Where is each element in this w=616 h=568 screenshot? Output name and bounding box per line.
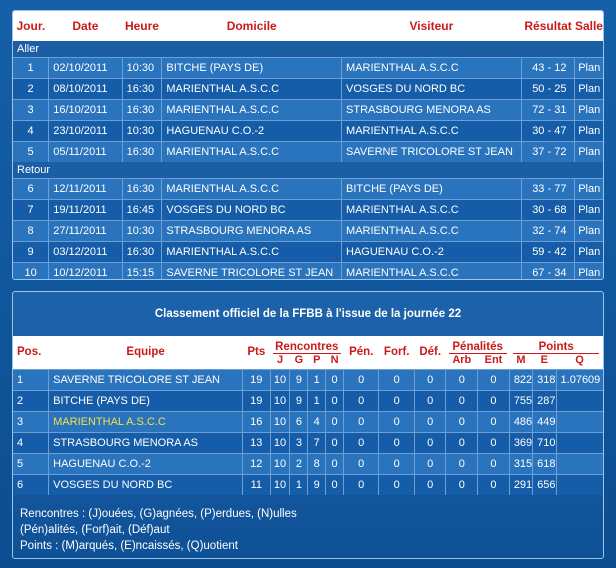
- cell-pos: 4: [13, 432, 49, 453]
- header-def: Déf.: [414, 336, 446, 369]
- cell-heure: 16:45: [122, 199, 162, 220]
- cell-j: 10: [270, 411, 290, 432]
- header-pts: Pts: [243, 336, 271, 369]
- cell-jour: 3: [13, 99, 49, 120]
- cell-salle[interactable]: Plan: [575, 220, 603, 241]
- cell-p: 8: [308, 453, 326, 474]
- header-pos: Pos.: [13, 336, 49, 369]
- cell-salle[interactable]: Plan: [575, 141, 603, 162]
- cell-jour: 9: [13, 241, 49, 262]
- cell-resultat: 50 - 25: [521, 78, 575, 99]
- table-row: [13, 432, 603, 453]
- table-row: [13, 99, 603, 120]
- cell-e: 710: [533, 432, 556, 453]
- cell-forf: 0: [379, 453, 415, 474]
- cell-m: 291: [509, 474, 532, 495]
- table-row: [13, 474, 603, 495]
- legend-line: (Pén)alités, (Forf)ait, (Déf)aut: [20, 524, 170, 536]
- cell-resultat: 30 - 68: [521, 199, 575, 220]
- cell-q: [556, 432, 603, 453]
- cell-salle[interactable]: Plan: [575, 199, 603, 220]
- cell-n: 0: [326, 411, 344, 432]
- cell-heure: 15:15: [122, 262, 162, 280]
- cell-pen: 0: [344, 453, 379, 474]
- cell-equipe: BITCHE (PAYS DE): [49, 390, 243, 411]
- cell-salle[interactable]: Plan: [575, 178, 603, 199]
- cell-visiteur: SAVERNE TRICOLORE ST JEAN: [342, 141, 522, 162]
- header-equipe: Equipe: [49, 336, 243, 369]
- cell-pos: 6: [13, 474, 49, 495]
- cell-q: [556, 474, 603, 495]
- cell-date: 16/10/2011: [49, 99, 122, 120]
- cell-pen: 0: [344, 432, 379, 453]
- header-jour: Jour.: [13, 11, 49, 41]
- table-row: [13, 453, 603, 474]
- cell-visiteur: MARIENTHAL A.S.C.C: [342, 120, 522, 141]
- cell-domicile: SAVERNE TRICOLORE ST JEAN: [162, 262, 342, 280]
- cell-date: 23/10/2011: [49, 120, 122, 141]
- cell-pen: 0: [344, 369, 379, 390]
- cell-pen: 0: [344, 474, 379, 495]
- header-rencontres: Rencontres: [270, 336, 343, 354]
- cell-equipe: HAGUENAU C.O.-2: [49, 453, 243, 474]
- cell-ent: 0: [478, 411, 510, 432]
- header-heure: Heure: [122, 11, 162, 41]
- cell-jour: 2: [13, 78, 49, 99]
- cell-g: 2: [290, 453, 308, 474]
- table-row: [13, 220, 603, 241]
- cell-def: 0: [414, 390, 446, 411]
- cell-heure: 16:30: [122, 178, 162, 199]
- schedule-panel: [12, 10, 604, 280]
- cell-p: 7: [308, 432, 326, 453]
- cell-q: 1.07609: [556, 369, 603, 390]
- cell-m: 315: [509, 453, 532, 474]
- cell-def: 0: [414, 453, 446, 474]
- cell-date: 03/12/2011: [49, 241, 122, 262]
- cell-j: 10: [270, 474, 290, 495]
- table-row: [13, 78, 603, 99]
- cell-arb: 0: [446, 432, 478, 453]
- cell-j: 10: [270, 369, 290, 390]
- cell-jour: 10: [13, 262, 49, 280]
- cell-q: [556, 411, 603, 432]
- cell-def: 0: [414, 432, 446, 453]
- cell-ent: 0: [478, 369, 510, 390]
- cell-resultat: 37 - 72: [521, 141, 575, 162]
- cell-resultat: 67 - 34: [521, 262, 575, 280]
- cell-def: 0: [414, 369, 446, 390]
- cell-date: 27/11/2011: [49, 220, 122, 241]
- cell-jour: 4: [13, 120, 49, 141]
- cell-domicile: VOSGES DU NORD BC: [162, 199, 342, 220]
- legend-line: Points : (M)arqués, (E)ncaissés, (Q)uotient: [20, 540, 238, 552]
- cell-date: 02/10/2011: [49, 57, 122, 78]
- cell-ent: 0: [478, 390, 510, 411]
- header-forf: Forf.: [379, 336, 415, 369]
- cell-pos: 3: [13, 411, 49, 432]
- ranking-legend: [20, 506, 297, 554]
- header-pen: Pén.: [344, 336, 379, 369]
- cell-jour: 7: [13, 199, 49, 220]
- cell-visiteur: HAGUENAU C.O.-2: [342, 241, 522, 262]
- cell-forf: 0: [379, 369, 415, 390]
- cell-equipe: MARIENTHAL A.S.C.C: [49, 411, 243, 432]
- cell-arb: 0: [446, 474, 478, 495]
- cell-equipe: VOSGES DU NORD BC: [49, 474, 243, 495]
- cell-resultat: 32 - 74: [521, 220, 575, 241]
- cell-forf: 0: [379, 474, 415, 495]
- cell-n: 0: [326, 369, 344, 390]
- header-domicile: Domicile: [162, 11, 342, 41]
- cell-e: 449: [533, 411, 556, 432]
- legend-line: Rencontres : (J)ouées, (G)agnées, (P)erdues, (N)ulles: [20, 508, 297, 520]
- cell-forf: 0: [379, 390, 415, 411]
- header-g: G: [290, 354, 308, 369]
- cell-date: 05/11/2011: [49, 141, 122, 162]
- cell-pen: 0: [344, 390, 379, 411]
- cell-salle[interactable]: Plan: [575, 57, 603, 78]
- cell-pts: 16: [243, 411, 271, 432]
- cell-def: 0: [414, 411, 446, 432]
- cell-equipe: SAVERNE TRICOLORE ST JEAN: [49, 369, 243, 390]
- cell-visiteur: STRASBOURG MENORA AS: [342, 99, 522, 120]
- cell-jour: 5: [13, 141, 49, 162]
- cell-m: 755: [509, 390, 532, 411]
- cell-heure: 16:30: [122, 241, 162, 262]
- cell-resultat: 43 - 12: [521, 57, 575, 78]
- header-visiteur: Visiteur: [342, 11, 522, 41]
- cell-ent: 0: [478, 474, 510, 495]
- section-header: [13, 162, 603, 178]
- cell-pos: 5: [13, 453, 49, 474]
- cell-g: 1: [290, 474, 308, 495]
- cell-arb: 0: [446, 411, 478, 432]
- cell-m: 369: [509, 432, 532, 453]
- cell-pos: 2: [13, 390, 49, 411]
- cell-visiteur: MARIENTHAL A.S.C.C: [342, 220, 522, 241]
- cell-salle[interactable]: Plan: [575, 262, 603, 280]
- cell-forf: 0: [379, 432, 415, 453]
- ranking-header-row: [13, 336, 603, 354]
- cell-j: 10: [270, 432, 290, 453]
- cell-arb: 0: [446, 453, 478, 474]
- cell-j: 10: [270, 390, 290, 411]
- cell-pts: 19: [243, 390, 271, 411]
- cell-n: 0: [326, 474, 344, 495]
- cell-visiteur: MARIENTHAL A.S.C.C: [342, 262, 522, 280]
- ranking-body: [13, 369, 603, 495]
- cell-equipe: STRASBOURG MENORA AS: [49, 432, 243, 453]
- ranking-table: [13, 336, 603, 495]
- cell-resultat: 59 - 42: [521, 241, 575, 262]
- section-header: [13, 41, 603, 57]
- table-row: [13, 57, 603, 78]
- cell-e: 287: [533, 390, 556, 411]
- cell-domicile: MARIENTHAL A.S.C.C: [162, 241, 342, 262]
- cell-domicile: STRASBOURG MENORA AS: [162, 220, 342, 241]
- cell-e: 618: [533, 453, 556, 474]
- cell-domicile: BITCHE (PAYS DE): [162, 57, 342, 78]
- table-row: [13, 141, 603, 162]
- cell-visiteur: BITCHE (PAYS DE): [342, 178, 522, 199]
- cell-p: 4: [308, 411, 326, 432]
- cell-m: 486: [509, 411, 532, 432]
- cell-n: 0: [326, 432, 344, 453]
- cell-date: 08/10/2011: [49, 78, 122, 99]
- cell-p: 1: [308, 390, 326, 411]
- cell-arb: 0: [446, 369, 478, 390]
- table-row: [13, 390, 603, 411]
- header-points: Points: [509, 336, 603, 354]
- cell-domicile: MARIENTHAL A.S.C.C: [162, 99, 342, 120]
- cell-def: 0: [414, 474, 446, 495]
- cell-visiteur: MARIENTHAL A.S.C.C: [342, 199, 522, 220]
- table-row: [13, 199, 603, 220]
- cell-jour: 8: [13, 220, 49, 241]
- cell-pts: 11: [243, 474, 271, 495]
- cell-heure: 10:30: [122, 220, 162, 241]
- cell-j: 10: [270, 453, 290, 474]
- cell-pen: 0: [344, 411, 379, 432]
- header-penalites: Pénalités: [446, 336, 509, 354]
- cell-g: 9: [290, 390, 308, 411]
- table-row: [13, 241, 603, 262]
- cell-heure: 16:30: [122, 78, 162, 99]
- cell-forf: 0: [379, 411, 415, 432]
- cell-domicile: MARIENTHAL A.S.C.C: [162, 178, 342, 199]
- section-label: Aller: [13, 41, 603, 57]
- cell-arb: 0: [446, 390, 478, 411]
- header-j: J: [270, 354, 290, 369]
- cell-pts: 19: [243, 369, 271, 390]
- cell-q: [556, 390, 603, 411]
- section-label: Retour: [13, 162, 603, 178]
- cell-e: 656: [533, 474, 556, 495]
- cell-salle[interactable]: Plan: [575, 241, 603, 262]
- ranking-title: Classement officiel de la FFBB à l'issue de la journée 22: [154, 308, 462, 320]
- cell-visiteur: MARIENTHAL A.S.C.C: [342, 57, 522, 78]
- header-date: Date: [49, 11, 122, 41]
- header-q: Q: [556, 354, 603, 369]
- schedule-table: [13, 11, 603, 280]
- cell-domicile: MARIENTHAL A.S.C.C: [162, 78, 342, 99]
- table-row: [13, 262, 603, 280]
- cell-g: 9: [290, 369, 308, 390]
- cell-jour: 6: [13, 178, 49, 199]
- cell-domicile: MARIENTHAL A.S.C.C: [162, 141, 342, 162]
- header-ent: Ent: [478, 354, 510, 369]
- table-row: [13, 178, 603, 199]
- cell-g: 3: [290, 432, 308, 453]
- cell-heure: 16:30: [122, 141, 162, 162]
- cell-salle[interactable]: Plan: [575, 78, 603, 99]
- cell-resultat: 72 - 31: [521, 99, 575, 120]
- table-row: [13, 411, 603, 432]
- cell-m: 822: [509, 369, 532, 390]
- cell-n: 0: [326, 390, 344, 411]
- cell-date: 19/11/2011: [49, 199, 122, 220]
- header-salle: Salle: [575, 11, 603, 41]
- header-resultat: Résultat: [521, 11, 575, 41]
- cell-pos: 1: [13, 369, 49, 390]
- ranking-panel: [12, 291, 604, 559]
- cell-p: 9: [308, 474, 326, 495]
- cell-e: 318: [533, 369, 556, 390]
- header-e: E: [533, 354, 556, 369]
- cell-date: 10/12/2011: [49, 262, 122, 280]
- header-m: M: [509, 354, 532, 369]
- cell-pts: 12: [243, 453, 271, 474]
- schedule-header-row: [13, 11, 603, 41]
- header-arb: Arb: [446, 354, 478, 369]
- cell-p: 1: [308, 369, 326, 390]
- cell-resultat: 33 - 77: [521, 178, 575, 199]
- cell-jour: 1: [13, 57, 49, 78]
- table-row: [13, 120, 603, 141]
- cell-resultat: 30 - 47: [521, 120, 575, 141]
- cell-q: [556, 453, 603, 474]
- schedule-body: [13, 41, 603, 280]
- cell-salle[interactable]: Plan: [575, 120, 603, 141]
- cell-domicile: HAGUENAU C.O.-2: [162, 120, 342, 141]
- cell-visiteur: VOSGES DU NORD BC: [342, 78, 522, 99]
- cell-ent: 0: [478, 453, 510, 474]
- cell-date: 12/11/2011: [49, 178, 122, 199]
- cell-heure: 10:30: [122, 57, 162, 78]
- cell-heure: 10:30: [122, 120, 162, 141]
- header-p: P: [308, 354, 326, 369]
- cell-pts: 13: [243, 432, 271, 453]
- table-row: [13, 369, 603, 390]
- header-n: N: [326, 354, 344, 369]
- cell-g: 6: [290, 411, 308, 432]
- cell-ent: 0: [478, 432, 510, 453]
- cell-n: 0: [326, 453, 344, 474]
- cell-heure: 16:30: [122, 99, 162, 120]
- cell-salle[interactable]: Plan: [575, 99, 603, 120]
